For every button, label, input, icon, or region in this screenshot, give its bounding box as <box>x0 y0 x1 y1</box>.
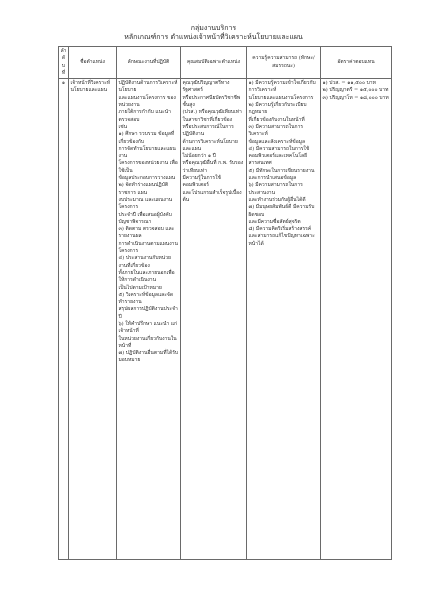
skill-line: และการนำเสนอข้อมูล <box>248 175 297 182</box>
duty-line: โครงการของหน่วยงาน เพื่อใช้เป็น <box>118 160 178 174</box>
skill-line: คอมพิวเตอร์และเทคโนโลยี <box>248 153 307 160</box>
duty-line: ประจำปี เพื่อเสนอผู้บังคับบัญชาพิจารณา <box>118 211 172 225</box>
duty-line: งบประมาณ และแผนงานโครงการ <box>118 196 173 211</box>
skill-line: ๔) มีความสามารถในการใช้ <box>248 145 310 152</box>
skill-line: ข้อมูลและสังเคราะห์ข้อมูล <box>248 138 306 145</box>
job-spec-table <box>58 46 392 560</box>
column-header-salary: อัตราค่าตอบแทน <box>321 47 392 79</box>
skill-line: ๓) มีความสามารถในการวิเคราะห์ <box>248 123 304 138</box>
duty-line: ข้อมูลประกอบการวางแผน <box>118 175 176 182</box>
qualification-line: หรือประสบการณ์ในการปฏิบัติงาน <box>182 123 234 138</box>
salary-line: ๒) ปริญญาตรี = ๑๕,๐๐๐ บาท <box>322 87 389 94</box>
header-line-2: หลักเกณฑ์การ ตำแหน่งเจ้าหน้าที่วิเคราะห์นโยบายและแผน <box>124 33 303 41</box>
column-header-qualifications: คุณสมบัติเฉพาะตำแหน่ง <box>181 47 247 79</box>
duty-line: ๓) ติดตาม ตรวจสอบ และรายงานผล <box>118 226 175 240</box>
skill-line: ๑) มีความรู้ความเข้าใจเกี่ยวกับการวิเคราะห์ <box>248 80 316 94</box>
duty-line: การจัดทำนโยบายและแผนงาน <box>118 145 176 160</box>
duty-line: เป็นไปตามเป้าหมาย <box>118 284 162 291</box>
duty-line: ๕) วิเคราะห์ข้อมูลและจัดทำรายงาน <box>118 291 174 306</box>
salary-line: ๑) ปวส. = ๑๑,๕๐๐ บาท <box>322 80 376 87</box>
qualification-line: ด้านการวิเคราะห์นโยบายและแผน <box>182 138 238 152</box>
skill-line: นโยบายและแผนงานโครงการ <box>248 94 314 101</box>
qualification-line: และโปรแกรมสำเร็จรูปเบื้องต้น <box>182 189 242 203</box>
skill-line: ที่เกี่ยวข้องกับงานในหน้าที่ <box>248 116 305 123</box>
duty-line: ๒) จัดทำร่างแผนปฏิบัติราชการ แผน <box>118 182 169 196</box>
duty-line: ๔) ประสานงานกับหน่วยงานที่เกี่ยวข้อง <box>118 255 171 269</box>
duty-line: สรุปผลการปฏิบัติงานประจำปี <box>118 306 178 320</box>
qualification-line: ว่าเทียบเท่า <box>182 167 208 174</box>
duty-line: ในหน่วยงานเกี่ยวกับงานในหน้าที่ <box>118 335 177 349</box>
qualification-line: ในสาขาวิชาที่เกี่ยวข้อง <box>182 116 233 123</box>
document-header <box>0 24 427 42</box>
qualification-line: มีความรู้ในการใช้คอมพิวเตอร์ <box>182 175 221 189</box>
duty-line: ๗) ปฏิบัติงานอื่นตามที่ได้รับมอบหมาย <box>118 350 179 364</box>
qualification-line: ไม่น้อยกว่า ๑ ปี <box>182 153 216 160</box>
column-header-skills: ความรู้ความสามารถ (ทักษะ/สมรรถนะ) <box>247 47 321 79</box>
skill-line: ๗) มีมนุษยสัมพันธ์ดี มีความรับผิดชอบ <box>248 204 315 218</box>
skill-line: ๘) มีความคิดริเริ่มสร้างสรรค์ <box>248 226 312 233</box>
skill-line: และทำงานร่วมกับผู้อื่นได้ดี <box>248 196 306 203</box>
duty-line: ปฏิบัติงานด้านการวิเคราะห์นโยบาย <box>118 80 178 94</box>
table-header-row <box>59 47 392 79</box>
qualification-line: หรือคุณวุฒิอื่นที่ ก.พ. รับรอง <box>182 160 244 167</box>
skill-line: ๒) มีความรู้เกี่ยวกับระเบียบ กฎหมาย <box>248 102 307 116</box>
cell-salary <box>321 79 392 560</box>
cell-no <box>59 79 69 560</box>
qualification-line: คุณวุฒิปริญญาตรีทางรัฐศาสตร์ <box>182 80 230 94</box>
qualification-line: หรือประกาศนียบัตรวิชาชีพชั้นสูง <box>182 94 241 109</box>
skill-line: และมีความซื่อสัตย์สุจริต <box>248 218 301 225</box>
duty-line: การดำเนินงานตามแผนงานโครงการ <box>118 240 178 255</box>
qualification-line: (ปวส.) หรือคุณวุฒิเทียบเท่า <box>182 109 242 116</box>
header-line-1: กลุ่มงานบริการ <box>190 24 237 32</box>
column-header-duties: ลักษณะงานที่ปฏิบัติ <box>117 47 181 79</box>
salary-line: ๓) ปริญญาโท = ๑๘,๐๐๐ บาท <box>322 94 389 101</box>
cell-position <box>69 79 117 560</box>
duty-line: ๖) ให้คำปรึกษา แนะนำ แก่เจ้าหน้าที่ <box>118 320 178 335</box>
skill-line: ๕) มีทักษะในการเขียนรายงาน <box>248 167 315 174</box>
cell-duties <box>117 79 181 560</box>
duty-line: ทั้งภายในและภายนอกเพื่อให้การดำเนินงาน <box>118 269 175 284</box>
row-number: ๑ <box>61 80 66 87</box>
duty-line: และแผนงานโครงการ ของหน่วยงาน <box>118 94 176 109</box>
duty-line: เช่น <box>118 123 128 130</box>
duty-line: ภายใต้การกำกับ แนะนำ ตรวจสอบ <box>118 109 171 123</box>
skill-line: และสามารถแก้ไขปัญหาเฉพาะหน้าได้ <box>248 233 315 247</box>
skill-line: ๖) มีความสามารถในการประสานงาน <box>248 182 303 196</box>
position-name: เจ้าหน้าที่วิเคราะห์นโยบายและแผน <box>70 80 111 94</box>
cell-qualifications <box>181 79 247 560</box>
cell-skills <box>247 79 321 560</box>
table-row <box>59 79 392 560</box>
skill-line: สารสนเทศ <box>248 160 272 167</box>
duty-line: ๑) ศึกษา รวบรวม ข้อมูลที่เกี่ยวข้องกับ <box>118 131 175 145</box>
column-header-position: ชื่อตำแหน่ง <box>69 47 117 79</box>
column-header-no: ลำดับที่ <box>59 47 69 79</box>
